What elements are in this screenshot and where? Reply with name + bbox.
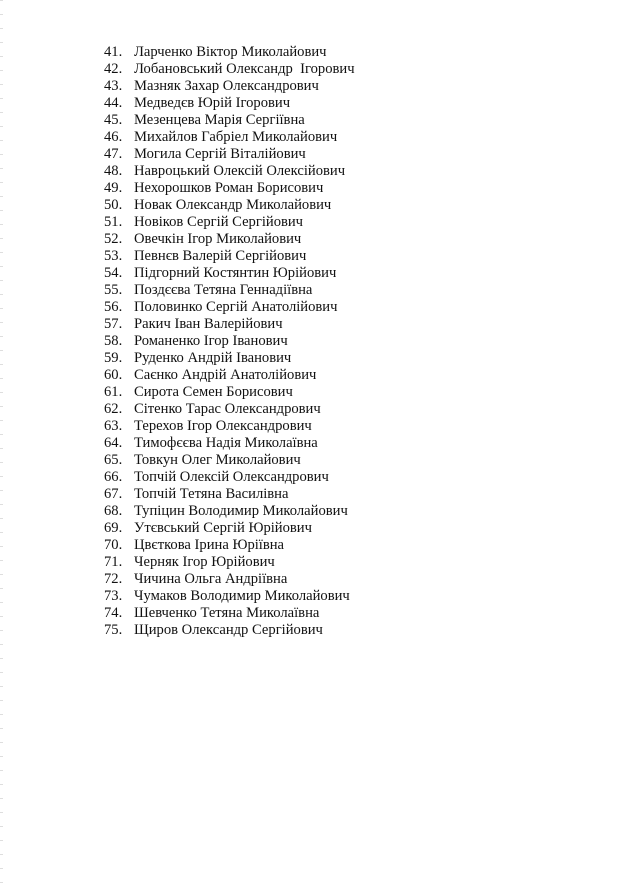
list-item-number: 55.	[104, 282, 123, 298]
list-item-name: Мазняк Захар Олександрович	[134, 78, 319, 94]
list-item-name: Половинко Сергій Анатолійович	[134, 299, 338, 315]
list-item-number: 75.	[104, 622, 123, 638]
list-item-name: Топчій Тетяна Василівна	[134, 486, 289, 502]
list-item	[104, 299, 604, 316]
list-item-number: 61.	[104, 384, 123, 400]
list-item-name: Могила Сергій Віталійович	[134, 146, 306, 162]
list-item-name: Мезенцева Марія Сергіївна	[134, 112, 305, 128]
list-item-number: 48.	[104, 163, 123, 179]
list-item-number: 57.	[104, 316, 123, 332]
list-item-name: Чумаков Володимир Миколайович	[134, 588, 350, 604]
list-item	[104, 180, 604, 197]
list-item	[104, 401, 604, 418]
list-item-number: 62.	[104, 401, 123, 417]
list-item-number: 49.	[104, 180, 123, 196]
list-item	[104, 469, 604, 486]
list-item	[104, 622, 604, 639]
list-item	[104, 95, 604, 112]
list-item	[104, 537, 604, 554]
list-item	[104, 78, 604, 95]
list-item	[104, 520, 604, 537]
list-item-name: Новіков Сергій Сергійович	[134, 214, 304, 230]
list-item-number: 45.	[104, 112, 123, 128]
list-item-name: Саєнко Андрій Анатолійович	[134, 367, 317, 383]
list-item-number: 65.	[104, 452, 123, 468]
list-item-name: Певнєв Валерій Сергійович	[134, 248, 307, 264]
list-item-name: Новак Олександр Миколайович	[134, 197, 332, 213]
list-item	[104, 214, 604, 231]
list-item-number: 66.	[104, 469, 123, 485]
list-item-number: 43.	[104, 78, 123, 94]
list-item-number: 72.	[104, 571, 123, 587]
list-item-name: Михайлов Габріел Миколайович	[134, 129, 338, 145]
list-item-number: 70.	[104, 537, 123, 553]
list-item	[104, 418, 604, 435]
list-item-number: 56.	[104, 299, 123, 315]
list-item-name: Романенко Ігор Іванович	[134, 333, 288, 349]
list-item-name: Терехов Ігор Олександрович	[134, 418, 312, 434]
list-item	[104, 316, 604, 333]
list-item-number: 59.	[104, 350, 123, 366]
list-item-number: 52.	[104, 231, 123, 247]
list-item-name: Ракич Іван Валерійович	[134, 316, 283, 332]
list-item-name: Руденко Андрій Іванович	[134, 350, 292, 366]
list-item-number: 42.	[104, 61, 123, 77]
list-item-number: 64.	[104, 435, 123, 451]
list-item-number: 69.	[104, 520, 123, 536]
list-item-name: Нехорошков Роман Борисович	[134, 180, 324, 196]
list-item-name: Цвєткова Ірина Юріївна	[134, 537, 285, 553]
list-item	[104, 129, 604, 146]
list-item	[104, 163, 604, 180]
list-item-name: Сирота Семен Борисович	[134, 384, 293, 400]
list-item	[104, 282, 604, 299]
list-item-number: 74.	[104, 605, 123, 621]
list-item-number: 58.	[104, 333, 123, 349]
list-item-number: 53.	[104, 248, 123, 264]
list-item	[104, 554, 604, 571]
list-item-number: 68.	[104, 503, 123, 519]
list-item-name: Тупіцин Володимир Миколайович	[134, 503, 348, 519]
list-item-number: 44.	[104, 95, 123, 111]
list-item-number: 51.	[104, 214, 123, 230]
list-item	[104, 333, 604, 350]
list-item-name: Чичина Ольга Андріївна	[134, 571, 288, 587]
list-item	[104, 112, 604, 129]
list-item-name: Овечкін Ігор Миколайович	[134, 231, 302, 247]
list-item-number: 67.	[104, 486, 123, 502]
list-item	[104, 265, 604, 282]
list-item	[104, 571, 604, 588]
list-item-number: 71.	[104, 554, 123, 570]
list-item	[104, 248, 604, 265]
list-item	[104, 44, 604, 61]
list-item	[104, 435, 604, 452]
list-item	[104, 367, 604, 384]
list-item	[104, 605, 604, 622]
list-item-name: Медведєв Юрій Ігорович	[134, 95, 291, 111]
list-item-number: 60.	[104, 367, 123, 383]
list-item-name: Навроцький Олексій Олексійович	[134, 163, 346, 179]
list-item-number: 63.	[104, 418, 123, 434]
list-item-name: Черняк Ігор Юрійович	[134, 554, 275, 570]
list-item-number: 73.	[104, 588, 123, 604]
numbered-name-list	[104, 44, 604, 639]
list-item-name: Топчій Олексій Олександрович	[134, 469, 329, 485]
list-item-name: Ларченко Віктор Миколайович	[134, 44, 327, 60]
list-item	[104, 588, 604, 605]
list-item-name: Підгорний Костянтин Юрійович	[134, 265, 337, 281]
list-item	[104, 197, 604, 214]
list-item-name: Тимофєєва Надія Миколаївна	[134, 435, 318, 451]
list-item	[104, 384, 604, 401]
list-item-name: Сітенко Тарас Олександрович	[134, 401, 321, 417]
list-item-number: 41.	[104, 44, 123, 60]
list-item-name: Товкун Олег Миколайович	[134, 452, 301, 468]
list-item	[104, 452, 604, 469]
list-item-name: Щиров Олександр Сергійович	[134, 622, 323, 638]
list-item-number: 47.	[104, 146, 123, 162]
list-item	[104, 503, 604, 520]
page-edge-marks	[0, 0, 3, 886]
list-item	[104, 350, 604, 367]
list-item	[104, 146, 604, 163]
list-item	[104, 486, 604, 503]
list-item-name: Поздєєва Тетяна Геннадіївна	[134, 282, 313, 298]
list-item-number: 54.	[104, 265, 123, 281]
list-item-number: 46.	[104, 129, 123, 145]
list-item-name: Лобановський Олександр Ігорович	[134, 61, 355, 77]
list-item-name: Шевченко Тетяна Миколаївна	[134, 605, 320, 621]
list-item-number: 50.	[104, 197, 123, 213]
list-item	[104, 61, 604, 78]
list-item-name: Утєвський Сергій Юрійович	[134, 520, 312, 536]
list-item	[104, 231, 604, 248]
